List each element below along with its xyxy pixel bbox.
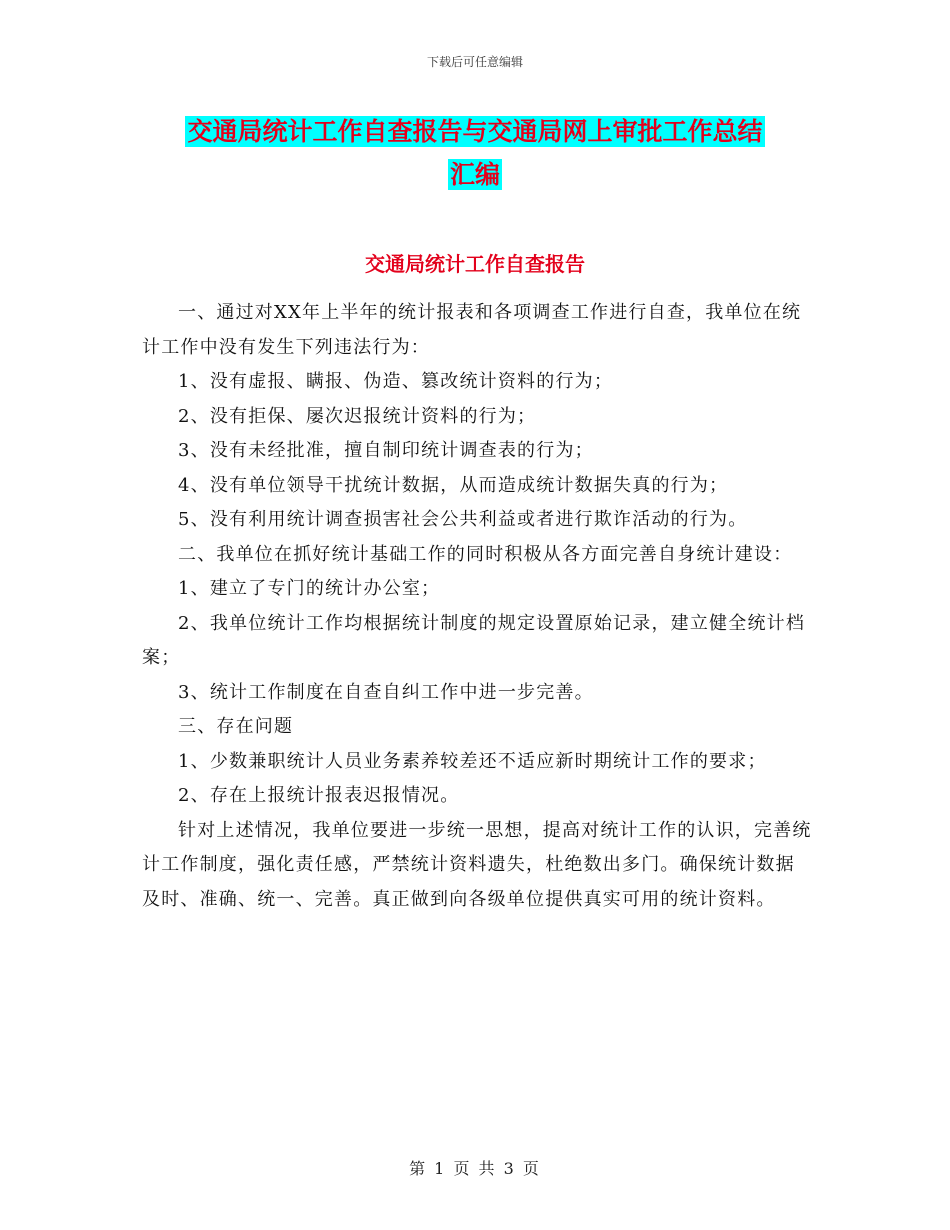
paragraph: 1、少数兼职统计人员业务素养较差还不适应新时期统计工作的要求； <box>178 750 767 772</box>
page-number-footer: 第 1 页 共 3 页 <box>409 1159 541 1178</box>
paragraph: 三、存在问题 <box>178 716 294 737</box>
paragraph: 2、没有拒保、屡次迟报统计资料的行为； <box>178 405 537 427</box>
paragraph: 4、没有单位领导干扰统计数据，从而造成统计数据失真的行为； <box>178 474 729 496</box>
header-note: 下载后可任意编辑 <box>426 55 523 69</box>
paragraph: 二、我单位在抓好统计基础工作的同时积极从各方面完善自身统计建设： <box>178 543 793 565</box>
paragraph: 3、没有未经批准，擅自制印统计调查表的行为； <box>178 440 594 461</box>
document-title <box>0 110 950 196</box>
paragraph: 一、通过对XX年上半年的统计报表和各项调查工作进行自查，我单位在统计工作中没有发生下列违法行为： <box>142 302 802 358</box>
paragraph: 5、没有利用统计调查损害社会公共利益或者进行欺诈活动的行为。 <box>178 509 748 530</box>
paragraph: 针对上述情况，我单位要进一步统一思想，提高对统计工作的认识，完善统计工作制度，强化责任感，严禁统计资料遗失，杜绝数出多门。确保统计数据及时、准确、统一、完善。真正做到向各级单位提供真实可用的统计资料。 <box>142 819 812 910</box>
document-title-line-1: 交通局统计工作自查报告与交通局网上审批工作总结 <box>187 117 763 146</box>
section-title: 交通局统计工作自查报告 <box>365 252 585 276</box>
paragraph: 2、我单位统计工作均根据统计制度的规定设置原始记录，建立健全统计档案； <box>142 612 806 668</box>
paragraph: 3、统计工作制度在自查自纠工作中进一步完善。 <box>178 681 594 703</box>
document-body <box>142 296 812 917</box>
paragraph: 2、存在上报统计报表迟报情况。 <box>178 785 460 806</box>
document-title-line-2: 汇编 <box>449 160 500 189</box>
paragraph: 1、没有虚报、瞒报、伪造、篡改统计资料的行为； <box>178 371 614 392</box>
paragraph: 1、建立了专门的统计办公室； <box>178 578 441 599</box>
